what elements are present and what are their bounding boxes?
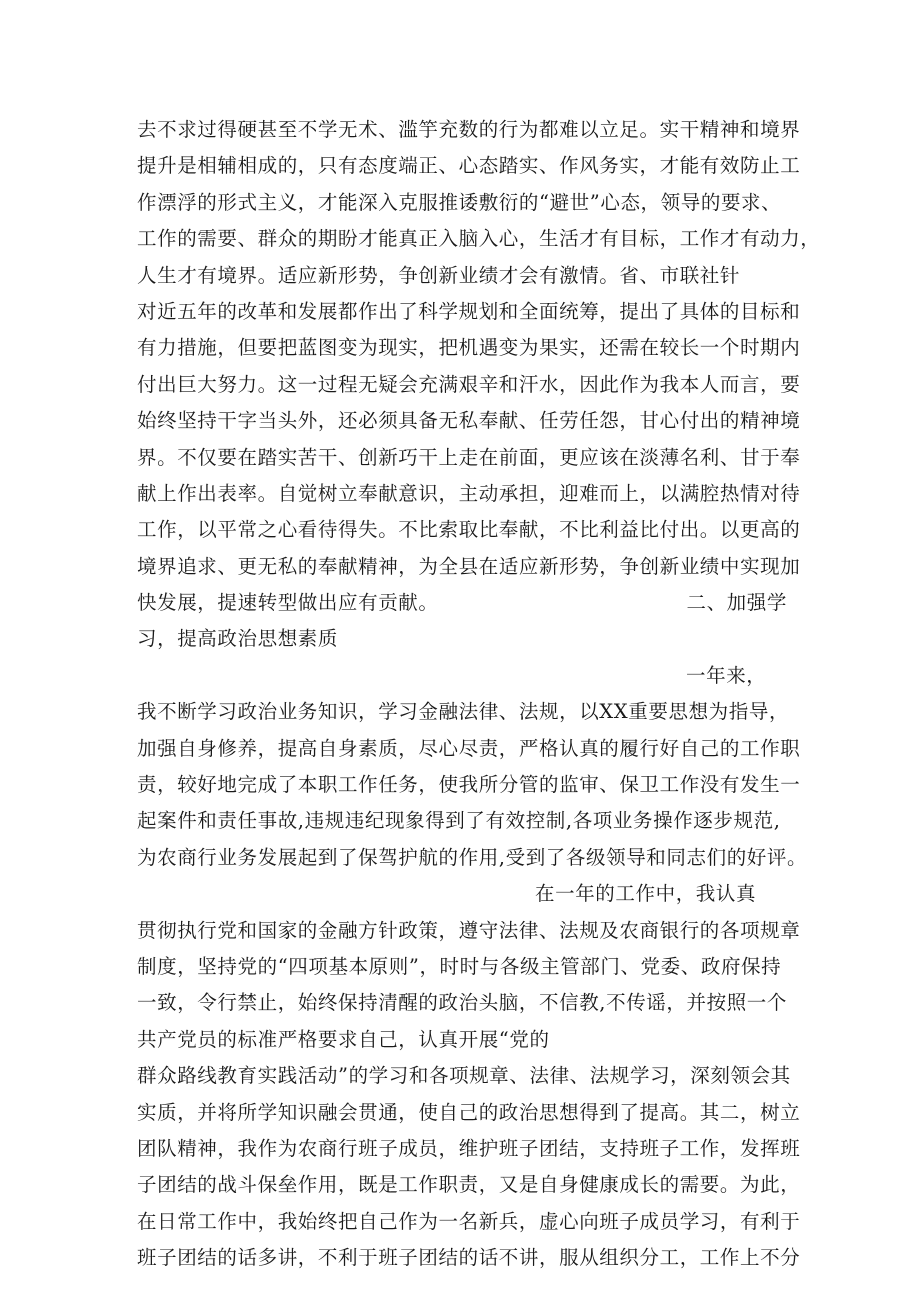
text-line-indented: 一年来， bbox=[686, 663, 767, 687]
text-line: 为农商行业务发展起到了保驾护航的作用,受到了各级领导和同志们的好评。 bbox=[137, 845, 808, 869]
text-line: 贯彻执行党和国家的金融方针政策，遵守法律、法规及农商银行的各项规章 bbox=[137, 918, 801, 942]
text-line-indented: 在一年的工作中，我认真 bbox=[535, 882, 757, 906]
text-line: 班子团结的话多讲，不利于班子团结的话不讲，服从组织分工，工作上不分 bbox=[137, 1246, 801, 1270]
text-line: 群众路线教育实践活动”的学习和各项规章、法律、法规学习，深刻领会其 bbox=[137, 1064, 791, 1088]
text-line: 工作的需要、群众的期盼才能真正入脑入心，生活才有目标，工作才有动力， bbox=[137, 227, 821, 251]
text-line: 实质，并将所学知识融会贯通，使自己的政治思想得到了提高。其二，树立 bbox=[137, 1100, 801, 1124]
text-line: 献上作出表率。自觉树立奉献意识，主动承担，迎难而上，以满腔热情对待 bbox=[137, 481, 801, 505]
text-line: 提升是相辅相成的，只有态度端正、心态踏实、作风务实，才能有效防止工 bbox=[137, 154, 801, 178]
section-heading-start: 二、加强学 bbox=[686, 591, 787, 615]
text-line: 一致，令行禁止，始终保持清醒的政治头脑，不信教,不传谣，并按照一个 bbox=[137, 991, 787, 1015]
text-line: 对近五年的改革和发展都作出了科学规划和全面统筹，提出了具体的目标和 bbox=[137, 299, 801, 323]
text-line: 在日常工作中，我始终把自己作为一名新兵，虚心向班子成员学习，有利于 bbox=[137, 1209, 801, 1233]
text-line: 有力措施，但要把蓝图变为现实，把机遇变为果实，还需在较长一个时期内 bbox=[137, 336, 801, 360]
text-line: 始终坚持干字当头外，还必须具备无私奉献、任劳任怨，甘心付出的精神境 bbox=[137, 409, 801, 433]
text-line: 责，较好地完成了本职工作任务，使我所分管的监审、保卫工作没有发生一 bbox=[137, 773, 801, 797]
text-line: 境界追求、更无私的奉献精神，为全县在适应新形势，争创新业绩中实现加 bbox=[137, 554, 801, 578]
text-line: 共产党员的标准严格要求自己，认真开展“党的 bbox=[137, 1027, 550, 1051]
text-line: 我不断学习政治业务知识，学习金融法律、法规，以XX重要思想为指导， bbox=[137, 700, 790, 724]
text-line: 加强自身修养，提高自身素质，尽心尽责，严格认真的履行好自己的工作职 bbox=[137, 736, 801, 760]
text-line: 制度，坚持党的“四项基本原则”，时时与各级主管部门、党委、政府保持 bbox=[137, 954, 782, 978]
text-line: 人生才有境界。适应新形势，争创新业绩才会有激情。省、市联社针 bbox=[137, 263, 741, 287]
text-line: 付出巨大努力。这一过程无疑会充满艰辛和汗水，因此作为我本人而言，要 bbox=[137, 372, 801, 396]
text-line: 去不求过得硬甚至不学无术、滥竽充数的行为都难以立足。实干精神和境界 bbox=[137, 118, 801, 141]
text-line: 子团结的战斗保垒作用，既是工作职责，又是自身健康成长的需要。为此， bbox=[137, 1173, 801, 1197]
text-line-split bbox=[137, 585, 787, 621]
section-heading-end: 习，提高政治思想素质 bbox=[137, 627, 339, 651]
text-line: 起案件和责任事故,违规违纪现象得到了有效控制,各项业务操作逐步规范, bbox=[137, 809, 781, 833]
text-line: 界。不仅要在踏实苦干、创新巧干上走在前面，更应该在淡薄名利、甘于奉 bbox=[137, 445, 801, 469]
text-segment-left: 快发展，提速转型做出应有贡献。 bbox=[137, 591, 439, 615]
document-body bbox=[137, 112, 821, 1277]
text-line: 作漂浮的形式主义，才能深入克服推诿敷衍的“避世”心态，领导的要求、 bbox=[137, 190, 782, 214]
text-line: 团队精神，我作为农商行班子成员，维护班子团结，支持班子工作，发挥班 bbox=[137, 1136, 801, 1160]
text-line: 工作，以平常之心看待得失。不比索取比奉献，不比利益比付出。以更高的 bbox=[137, 518, 801, 542]
